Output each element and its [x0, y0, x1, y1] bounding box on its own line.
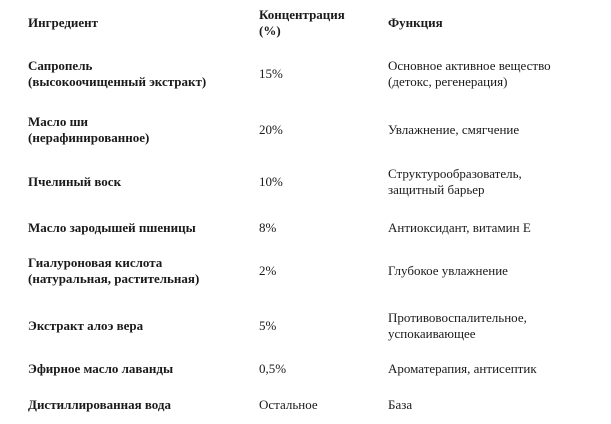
concentration-cell: 10% [259, 174, 283, 189]
function-line: Противовоспалительное, [388, 310, 527, 325]
function-cell [388, 122, 608, 138]
function-cell [388, 397, 608, 413]
ingredient-line: Эфирное масло лаванды [28, 361, 174, 376]
concentration-cell: 0,5% [259, 361, 287, 376]
header-function: Функция [388, 15, 443, 30]
ingredient-cell [28, 318, 253, 334]
function-line: Структурообразователь, [388, 166, 522, 181]
function-line: защитный барьер [388, 182, 485, 197]
function-line: Ароматерапия, антисептик [388, 361, 537, 376]
function-cell [388, 166, 608, 198]
function-line: (детокс, регенерация) [388, 74, 508, 89]
concentration-cell: 8% [259, 220, 277, 235]
ingredient-cell [28, 114, 253, 146]
ingredient-cell [28, 397, 253, 413]
ingredient-cell [28, 220, 253, 236]
function-line: Увлажнение, смягчение [388, 122, 520, 137]
ingredient-line: Сапропель [28, 58, 93, 73]
ingredient-line: (натуральная, растительная) [28, 271, 200, 286]
function-line: Антиоксидант, витамин Е [388, 220, 531, 235]
ingredient-line: Пчелиный воск [28, 174, 122, 189]
ingredient-line: Экстракт алоэ вера [28, 318, 144, 333]
ingredient-cell [28, 255, 253, 287]
ingredient-cell [28, 58, 253, 90]
function-line: успокаивающее [388, 326, 476, 341]
ingredient-line: Масло ши [28, 114, 89, 129]
ingredient-cell [28, 174, 253, 190]
function-line: Глубокое увлажнение [388, 263, 508, 278]
function-line: Основное активное вещество [388, 58, 551, 73]
concentration-cell: 5% [259, 318, 277, 333]
header-concentration: Концентрация (%) [259, 7, 345, 38]
header-ingredient: Ингредиент [28, 15, 99, 30]
concentration-cell: 15% [259, 66, 283, 81]
function-cell [388, 58, 608, 90]
function-cell [388, 361, 608, 377]
ingredient-line: (высокоочищенный экстракт) [28, 74, 207, 89]
ingredient-line: Гиалуроновая кислота [28, 255, 163, 270]
function-line: База [388, 397, 413, 412]
ingredient-line: (нерафинированное) [28, 130, 150, 145]
function-cell [388, 263, 608, 279]
ingredient-cell [28, 361, 253, 377]
concentration-cell: 2% [259, 263, 277, 278]
concentration-cell: 20% [259, 122, 283, 137]
concentration-cell: Остальное [259, 397, 318, 412]
function-cell [388, 220, 608, 236]
ingredient-line: Дистиллированная вода [28, 397, 171, 412]
ingredient-line: Масло зародышей пшеницы [28, 220, 196, 235]
function-cell [388, 310, 608, 342]
